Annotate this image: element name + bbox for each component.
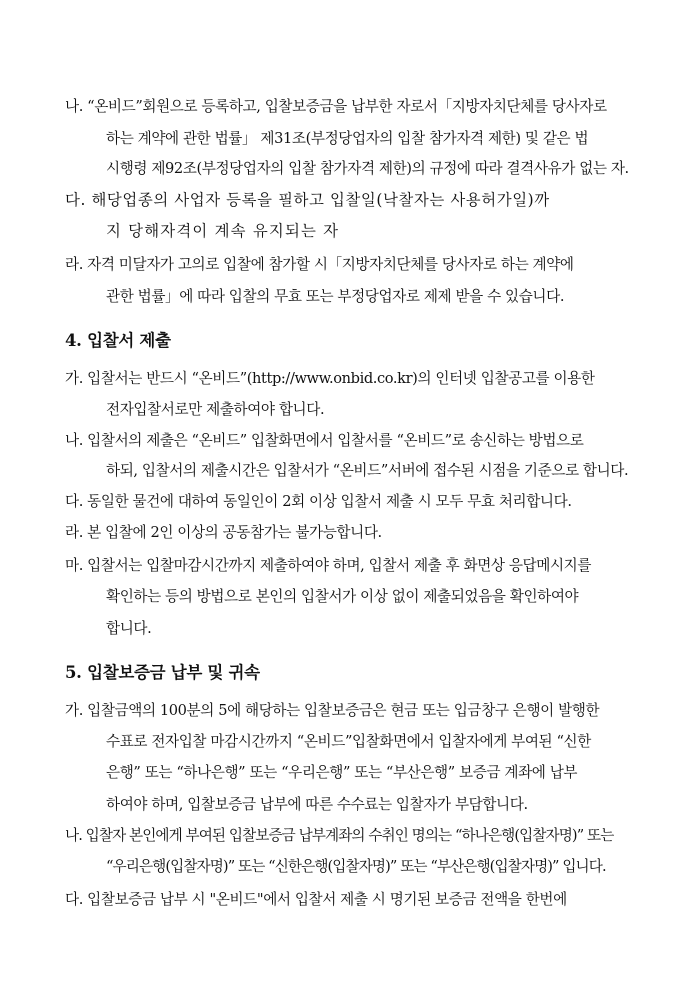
s4-ga-line2: 전자입찰서로만 제출하여야 합니다. — [106, 401, 325, 418]
s3-na-line2: 하는 계약에 관한 법률」 제31조(부정당업자의 입찰 참가자격 제한) 및 같은 법 — [106, 130, 589, 147]
s5-ga-line4: 하여야 하며, 입찰보증금 납부에 따른 수수료는 입찰자가 부담합니다. — [106, 796, 528, 813]
s3-ra-line2: 관한 법률」에 따라 입찰의 무효 또는 부정당업자로 제제 받을 수 있습니다. — [106, 288, 565, 305]
s4-ra-line1: 라. 본 입찰에 2인 이상의 공동참가는 불가능합니다. — [65, 524, 382, 541]
s5-na-line2: “우리은행(입찰자명)” 또는 “신한은행(입찰자명)” 또는 “부산은행(입찰자명)” 입니다. — [106, 858, 606, 875]
s4-ma-line3: 합니다. — [106, 620, 152, 637]
s5-ga-line2: 수표로 전자입찰 마감시간까지 “온비드”입찰화면에서 입찰자에게 부여된 “신한 — [106, 733, 591, 750]
section-4-heading: 4. 입찰서 제출 — [65, 331, 171, 350]
s4-na-line1: 나. 입찰서의 제출은 “온비드” 입찰화면에서 입찰서를 “온비드”로 송신하는 방법으로 — [65, 432, 584, 449]
s4-ma-line1: 마. 입찰서는 입찰마감시간까지 제출하여야 하며, 입찰서 제출 후 화면상 응답메시지를 — [65, 557, 592, 574]
s4-ga-line1: 가. 입찰서는 반드시 “온비드”(http://www.onbid.co.kr)의 인터넷 입찰공고를 이용한 — [65, 370, 595, 387]
s3-da-line1: 다. 해당업종의 사업자 등록을 필하고 입찰일(낙찰자는 사용허가일)까 — [65, 191, 550, 209]
s4-da-line1: 다. 동일한 물건에 대하여 동일인이 2회 이상 입찰서 제출 시 모두 무효 처리합니다. — [65, 493, 572, 510]
s3-na-line3: 시행령 제92조(부정당업자의 입찰 참가자격 제한)의 규정에 따라 결격사유가 없는 자. — [106, 160, 629, 177]
s5-na-line1: 나. 입찰자 본인에게 부여된 입찰보증금 납부계좌의 수취인 명의는 “하나은행(입찰자명)” 또는 — [65, 827, 614, 844]
s5-ga-line1: 가. 입찰금액의 100분의 5에 해당하는 입찰보증금은 현금 또는 입금창구 은행이 발행한 — [65, 702, 600, 719]
s5-ga-line3: 은행” 또는 “하나은행” 또는 “우리은행” 또는 “부산은행” 보증금 계좌에 납부 — [106, 764, 578, 781]
section-5-heading: 5. 입찰보증금 납부 및 귀속 — [65, 663, 260, 682]
s5-da-line1: 다. 입찰보증금 납부 시 "온비드"에서 입찰서 제출 시 명기된 보증금 전액을 한번에 — [65, 891, 567, 908]
s4-na-line2: 하되, 입찰서의 제출시간은 입찰서가 “온비드”서버에 접수된 시점을 기준으로 합니다. — [106, 462, 629, 479]
s4-ma-line2: 확인하는 등의 방법으로 본인의 입찰서가 이상 없이 제출되었음을 확인하여야 — [106, 588, 579, 605]
s3-da-line2: 지 당해자격이 계속 유지되는 자 — [106, 222, 340, 240]
s3-na-line1: 나. “온비드”회원으로 등록하고, 입찰보증금을 납부한 자로서「지방자치단체를 당사자로 — [65, 98, 607, 115]
s3-ra-line1: 라. 자격 미달자가 고의로 입찰에 참가할 시「지방자치단체를 당사자로 하는 계약에 — [65, 256, 574, 273]
